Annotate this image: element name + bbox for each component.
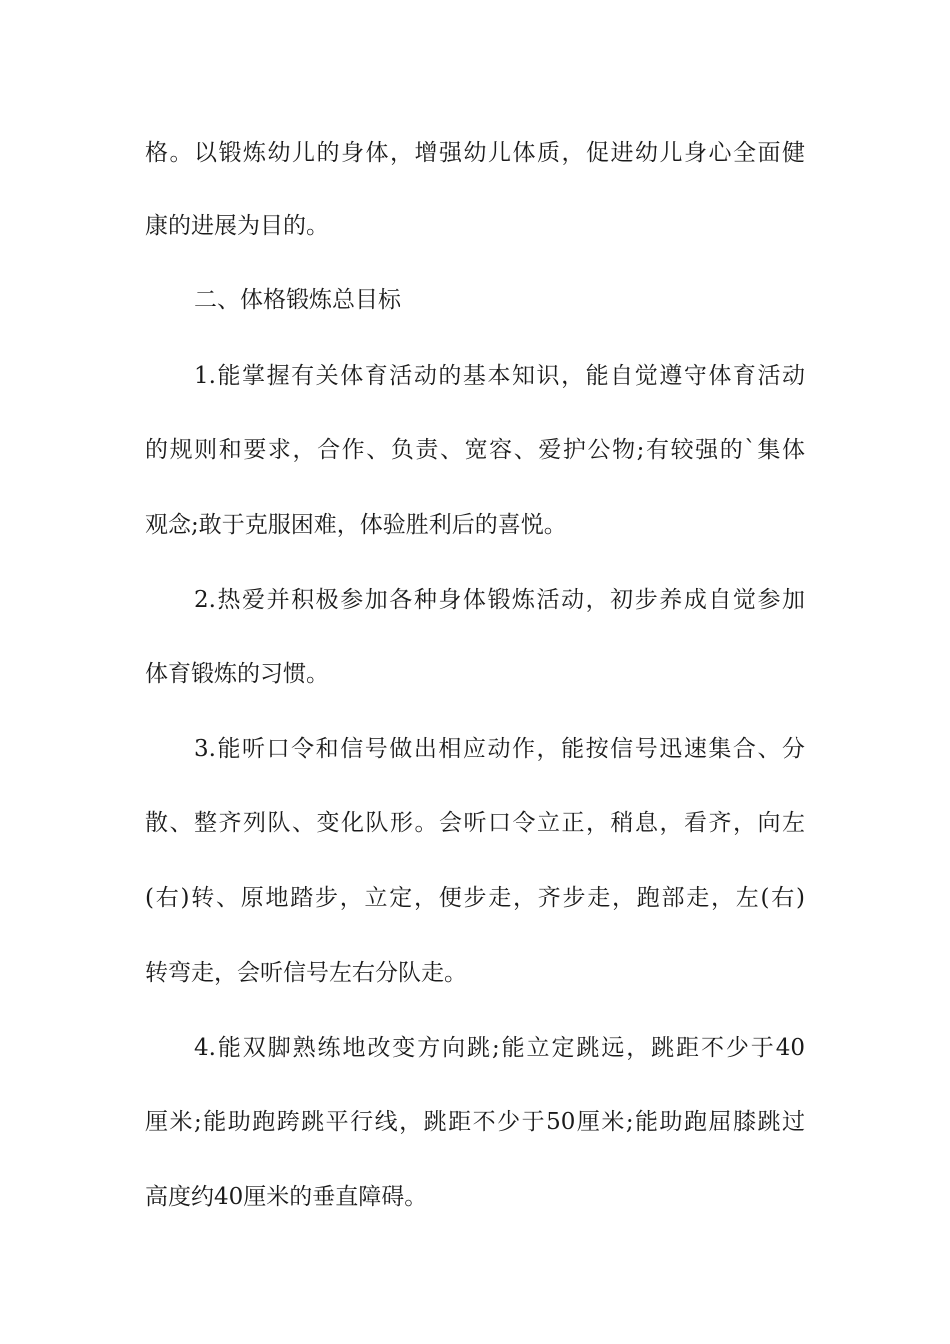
paragraph-line: 观念;敢于克服困难，体验胜利后的喜悦。 [145, 512, 567, 538]
paragraph-line: 高度约40厘米的垂直障碍。 [145, 1184, 428, 1210]
paragraph-line: 2.热爱并积极参加各种身体锻炼活动，初步养成自觉参加 [194, 587, 805, 613]
paragraph-line: 格。以锻炼幼儿的身体，增强幼儿体质，促进幼儿身心全面健 [145, 140, 805, 166]
paragraph-line: (右)转、原地踏步，立定，便步走，齐步走，跑部走，左(右) [145, 885, 805, 911]
paragraph-line: 康的进展为目的。 [145, 213, 329, 239]
section-heading: 二、体格锻炼总目标 [194, 287, 401, 313]
paragraph-line: 1.能掌握有关体育活动的基本知识，能自觉遵守体育活动 [194, 363, 805, 389]
paragraph-line: 厘米;能助跑跨跳平行线，跳距不少于50厘米;能助跑屈膝跳过 [145, 1109, 805, 1135]
paragraph-line: 体育锻炼的习惯。 [145, 661, 329, 687]
paragraph-line: 散、整齐列队、变化队形。会听口令立正，稍息，看齐，向左 [145, 810, 805, 836]
paragraph-line: 3.能听口令和信号做出相应动作，能按信号迅速集合、分 [194, 736, 805, 762]
paragraph-line: 4.能双脚熟练地改变方向跳;能立定跳远，跳距不少于40 [194, 1035, 805, 1061]
paragraph-line: 转弯走，会听信号左右分队走。 [145, 960, 467, 986]
paragraph-line: 的规则和要求，合作、负责、宽容、爱护公物;有较强的`集体 [145, 437, 805, 463]
